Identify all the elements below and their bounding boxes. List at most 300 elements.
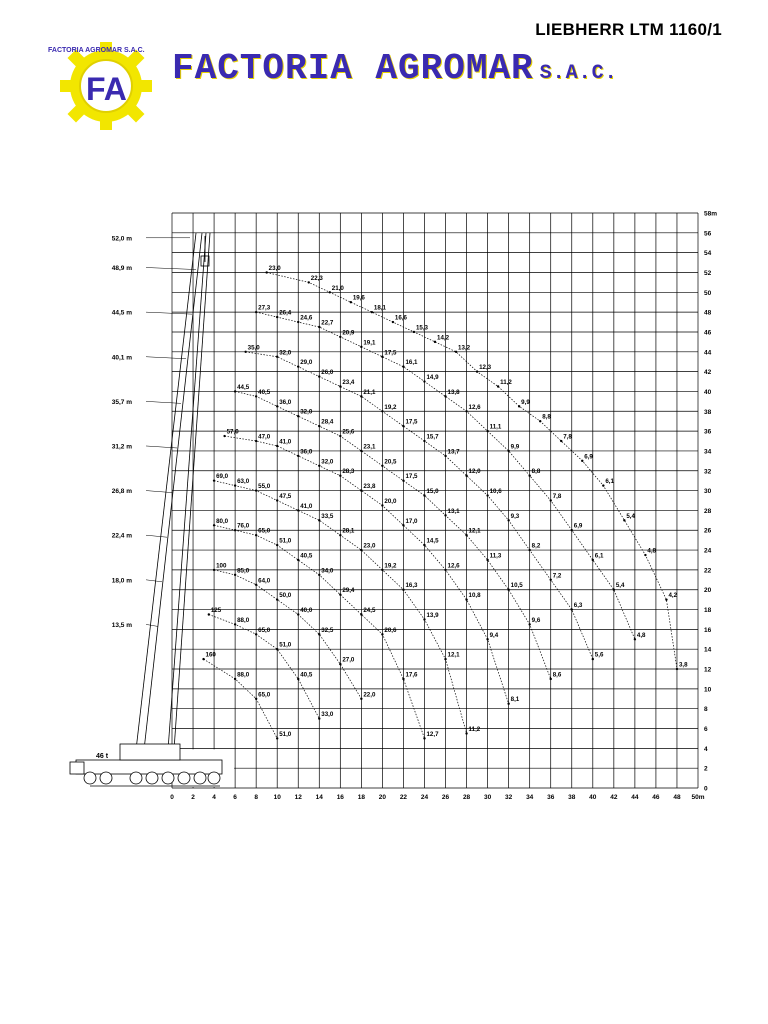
load-value-label: 17,5 [384, 349, 397, 357]
load-value-label: 13,7 [447, 448, 460, 456]
load-value-label: 10,5 [510, 582, 523, 590]
boom-length-label: 13,5 m [111, 621, 132, 629]
load-point [402, 589, 404, 591]
load-point [465, 475, 467, 477]
load-value-label: 47,0 [258, 433, 271, 441]
y-tick-label: 10 [704, 686, 712, 694]
load-point [318, 465, 320, 467]
load-point [465, 732, 467, 734]
load-point [455, 351, 457, 353]
y-tick-label: 28 [704, 507, 712, 515]
load-value-label: 17,5 [405, 418, 418, 426]
y-tick-label: 18 [704, 607, 712, 615]
load-value-label: 65,0 [258, 527, 271, 535]
load-value-label: 23,0 [268, 264, 281, 272]
load-value-label: 14,9 [426, 374, 439, 382]
x-tick-label: 8 [254, 794, 258, 801]
load-value-label: 9,9 [521, 398, 530, 406]
x-tick-label: 0 [170, 794, 174, 801]
load-value-label: 23,0 [363, 542, 376, 550]
load-value-label: 8,8 [542, 413, 551, 421]
load-value-label: 76,0 [237, 522, 250, 530]
load-value-label: 32,0 [321, 458, 334, 466]
boom-length-leader [146, 357, 186, 359]
load-point [528, 475, 530, 477]
load-value-label: 40,0 [300, 607, 313, 615]
load-value-label: 88,0 [237, 671, 250, 679]
load-value-label: 23,8 [363, 483, 376, 491]
load-point [255, 440, 257, 442]
load-point [234, 623, 236, 625]
load-value-label: 15,0 [426, 488, 439, 496]
load-value-label: 24,6 [300, 314, 313, 322]
x-tick-label: 28 [462, 794, 471, 801]
load-point [402, 678, 404, 680]
load-point [276, 544, 278, 546]
load-point [339, 534, 341, 536]
load-point [255, 311, 257, 313]
y-tick-label: 22 [704, 567, 712, 575]
y-tick-label: 30 [704, 488, 712, 496]
load-point [623, 519, 625, 521]
load-point [423, 494, 425, 496]
y-tick-label: 26 [704, 527, 712, 535]
load-value-label: 26,0 [321, 369, 334, 377]
x-tick-label: 42 [610, 794, 618, 801]
load-point [318, 633, 320, 635]
y-tick-label: 4 [704, 745, 708, 753]
load-point [339, 593, 341, 595]
load-value-label: 6,9 [584, 453, 593, 461]
boom-length-leader [146, 624, 158, 626]
brand-title: FACTORIA AGROMAR [172, 48, 534, 89]
load-point [381, 504, 383, 506]
load-point [208, 613, 210, 615]
load-point [465, 598, 467, 600]
load-point [255, 633, 257, 635]
y-tick-label: 6 [704, 726, 708, 734]
load-point [444, 395, 446, 397]
load-value-label: 9,3 [510, 512, 520, 520]
load-value-label: 32,0 [300, 408, 313, 416]
load-value-label: 16,1 [405, 359, 418, 367]
y-tick-label: 40 [704, 388, 712, 396]
load-point [360, 489, 362, 491]
logo-caption: FACTORIA AGROMAR S.A.C. [48, 47, 145, 54]
y-tick-label: 32 [704, 468, 712, 476]
load-value-label: 22,0 [363, 691, 376, 699]
load-point [350, 301, 352, 303]
load-point [339, 435, 341, 437]
load-point [318, 326, 320, 328]
load-point [402, 479, 404, 481]
x-tick-label: 30 [483, 794, 492, 801]
load-value-label: 57,0 [226, 428, 239, 436]
load-value-label: 44,5 [237, 383, 250, 391]
load-point [444, 658, 446, 660]
x-tick-label: 32 [505, 794, 513, 801]
boom-length-label: 48,9 m [111, 265, 132, 273]
load-point [465, 534, 467, 536]
load-value-label: 25,6 [342, 428, 355, 436]
x-tick-label: 12 [294, 794, 302, 801]
load-point [381, 465, 383, 467]
load-point [318, 425, 320, 427]
load-value-label: 80,0 [216, 517, 229, 525]
load-point [234, 574, 236, 576]
load-point [276, 598, 278, 600]
load-value-label: 15,7 [426, 433, 439, 441]
load-point [339, 475, 341, 477]
load-value-label: 10,6 [489, 488, 502, 496]
load-value-label: 7,8 [563, 433, 572, 441]
y-tick-label: 14 [704, 646, 712, 654]
load-point [486, 638, 488, 640]
load-value-label: 21,1 [363, 388, 376, 396]
load-point [255, 584, 257, 586]
boom-length-leader [146, 580, 162, 582]
boom-length-leader [146, 491, 172, 493]
load-point [423, 544, 425, 546]
x-tick-label: 10 [273, 794, 281, 801]
load-value-label: 8,6 [552, 671, 562, 679]
load-value-label: 7,2 [552, 572, 562, 580]
load-point [528, 549, 530, 551]
load-value-label: 17,5 [405, 473, 418, 481]
load-point [486, 430, 488, 432]
load-point [539, 420, 541, 422]
load-value-label: 40,5 [258, 388, 271, 396]
load-point [297, 365, 299, 367]
load-value-label: 17,6 [405, 671, 418, 679]
load-point [507, 519, 509, 521]
load-value-label: 28,3 [342, 468, 355, 476]
load-value-label: 26,4 [279, 309, 292, 317]
model-title: LIEBHERR LTM 1160/1 [535, 20, 722, 39]
load-value-label: 20,0 [384, 497, 397, 505]
load-value-label: 20,9 [342, 329, 355, 337]
load-value-label: 5,4 [615, 582, 625, 590]
load-value-label: 16,6 [394, 314, 407, 322]
load-value-label: 19,6 [352, 294, 365, 302]
load-point [276, 356, 278, 358]
load-value-label: 88,0 [237, 616, 250, 624]
load-point [213, 569, 215, 571]
load-curve [234, 384, 562, 680]
load-value-label: 29,4 [342, 587, 355, 595]
load-point [308, 281, 310, 283]
load-value-label: 20,6 [384, 626, 397, 634]
load-value-label: 13,8 [447, 388, 460, 396]
y-tick-label: 38 [704, 408, 712, 416]
load-value-label: 5,6 [594, 651, 604, 659]
load-point [644, 554, 646, 556]
load-point [318, 717, 320, 719]
load-curve [205, 607, 334, 720]
load-value-label: 160 [205, 651, 216, 659]
load-point [402, 524, 404, 526]
load-point [423, 440, 425, 442]
load-value-label: 6,1 [605, 478, 614, 486]
load-point [634, 638, 636, 640]
load-point [560, 440, 562, 442]
boom-length-label: 31,2 m [111, 443, 132, 451]
load-value-label: 12,6 [468, 403, 481, 411]
load-value-label: 8,8 [531, 468, 541, 476]
load-value-label: 9,4 [489, 631, 499, 639]
load-point [360, 395, 362, 397]
load-point [213, 479, 215, 481]
load-value-label: 18,1 [373, 304, 386, 312]
load-value-label: 12,1 [468, 527, 481, 535]
load-value-label: 20,5 [384, 458, 397, 466]
x-axis-ticks [170, 794, 705, 801]
load-curve [255, 305, 646, 641]
load-point [297, 678, 299, 680]
load-value-label: 12,3 [479, 364, 492, 372]
load-value-label: 40,5 [300, 671, 313, 679]
load-point [486, 559, 488, 561]
x-tick-label: 18 [357, 794, 365, 801]
load-value-label: 9,6 [531, 616, 541, 624]
load-value-label: 28,4 [321, 418, 334, 426]
load-point [297, 321, 299, 323]
load-value-label: 36,0 [279, 398, 292, 406]
load-point [297, 509, 299, 511]
load-point [234, 484, 236, 486]
load-point [234, 529, 236, 531]
boom-length-label: 18,0 m [111, 577, 132, 585]
load-value-label: 28,1 [342, 527, 355, 535]
load-value-label: 63,0 [237, 478, 250, 486]
load-value-label: 19,2 [384, 403, 397, 411]
x-tick-label: 38 [568, 794, 576, 801]
load-point [234, 390, 236, 392]
load-point [276, 737, 278, 739]
x-tick-label: 46 [652, 794, 660, 801]
load-value-label: 51,0 [279, 641, 292, 649]
load-point [297, 415, 299, 417]
y-tick-label: 42 [704, 369, 712, 377]
load-value-label: 8,2 [531, 542, 541, 550]
load-point [318, 375, 320, 377]
boom-length-label: 52,0 m [111, 235, 132, 243]
x-tick-label: 40 [589, 794, 597, 801]
load-value-label: 4,2 [668, 592, 678, 600]
load-point [528, 623, 530, 625]
load-value-label: 51,0 [279, 537, 292, 545]
load-point [339, 385, 341, 387]
load-point [276, 648, 278, 650]
load-value-label: 27,0 [342, 656, 355, 664]
load-point [329, 291, 331, 293]
load-point [592, 658, 594, 660]
x-tick-label: 50m [691, 794, 705, 801]
load-point [550, 499, 552, 501]
load-value-label: 12,7 [426, 730, 439, 738]
load-point [465, 410, 467, 412]
load-value-label: 3,8 [678, 661, 688, 669]
load-value-label: 17,0 [405, 517, 418, 525]
y-tick-label: 52 [704, 269, 712, 277]
y-tick-label: 0 [704, 785, 708, 793]
boom-length-label: 44,5 m [111, 309, 132, 317]
load-value-label: 13,1 [447, 507, 460, 515]
load-point [255, 395, 257, 397]
load-value-label: 14,5 [426, 537, 439, 545]
load-value-label: 41,0 [300, 502, 313, 510]
logo-letters: FA [86, 71, 127, 107]
load-value-label: 5,4 [626, 512, 635, 520]
boom-length-leader [146, 401, 181, 403]
load-point [360, 698, 362, 700]
load-value-label: 23,1 [363, 443, 376, 451]
load-value-label: 33,5 [321, 512, 334, 520]
x-tick-label: 14 [315, 794, 323, 801]
load-point [444, 455, 446, 457]
load-value-label: 50,0 [279, 592, 292, 600]
y-tick-label: 16 [704, 626, 712, 634]
load-point [297, 455, 299, 457]
load-value-label: 64,0 [258, 577, 271, 585]
load-point [371, 311, 373, 313]
y-tick-label: 2 [704, 765, 708, 773]
load-point [507, 703, 509, 705]
load-value-label: 125 [210, 607, 222, 615]
load-value-label: 11,3 [489, 552, 502, 560]
load-value-label: 11,2 [500, 378, 512, 386]
load-value-label: 7,8 [552, 493, 562, 500]
boom-length-label: 26,8 m [111, 488, 132, 496]
load-point [276, 499, 278, 501]
load-value-label: 15,3 [415, 324, 429, 332]
load-value-label: 16,3 [405, 582, 418, 590]
y-tick-label: 24 [704, 547, 712, 555]
y-tick-label: 12 [704, 666, 712, 674]
load-point [360, 450, 362, 452]
load-value-label: 6,3 [573, 602, 583, 610]
load-point [381, 569, 383, 571]
load-point [434, 341, 436, 343]
load-point [255, 698, 257, 700]
load-point [213, 524, 215, 526]
load-point [265, 271, 267, 273]
load-point [413, 331, 415, 333]
load-point [276, 445, 278, 447]
y-tick-label: 50 [704, 289, 712, 297]
load-point [476, 370, 478, 372]
y-tick-label: 20 [704, 587, 712, 595]
load-point [381, 410, 383, 412]
load-point [486, 494, 488, 496]
load-value-label: 47,5 [279, 493, 292, 500]
y-tick-label: 46 [704, 329, 712, 337]
boom-length-leader [146, 535, 167, 537]
boom-length-leader [146, 268, 196, 270]
load-point [360, 613, 362, 615]
load-point [665, 598, 667, 600]
load-point [444, 514, 446, 516]
y-tick-label: 44 [704, 349, 712, 357]
y-tick-label: 48 [704, 309, 712, 317]
brand-suffix: S.A.C. [539, 62, 618, 85]
x-tick-label: 44 [631, 794, 639, 801]
load-point [318, 519, 320, 521]
load-point [392, 321, 394, 323]
load-curve [202, 652, 291, 740]
load-curve-line [235, 388, 551, 679]
load-point [255, 489, 257, 491]
load-point [602, 484, 604, 486]
load-value-label: 55,0 [258, 483, 271, 491]
boom-length-label: 22,4 m [111, 532, 132, 540]
load-point [202, 658, 204, 660]
load-point [339, 663, 341, 665]
load-value-label: 23,4 [342, 378, 355, 386]
load-point [276, 405, 278, 407]
load-point [423, 380, 425, 382]
y-tick-label: 36 [704, 428, 712, 436]
load-value-label: 11,1 [489, 423, 502, 431]
load-value-label: 22,3 [310, 274, 323, 282]
load-value-label: 11,2 [468, 725, 481, 733]
load-value-label: 65,0 [258, 691, 271, 699]
load-value-label: 24,5 [363, 607, 376, 615]
load-value-label: 12,0 [468, 468, 481, 476]
x-tick-label: 34 [526, 794, 534, 801]
load-point [297, 559, 299, 561]
load-value-label: 13,2 [458, 344, 471, 352]
load-value-label: 41,0 [279, 438, 292, 446]
load-value-label: 19,2 [384, 562, 397, 570]
load-value-label: 34,0 [321, 567, 334, 575]
load-point [223, 435, 225, 437]
load-value-label: 65,0 [258, 626, 271, 634]
load-value-label: 8,1 [510, 696, 520, 704]
x-tick-label: 20 [378, 794, 387, 801]
load-value-label: 36,0 [300, 448, 313, 456]
boom-length-label: 35,7 m [111, 398, 132, 406]
crane-illustration [70, 233, 222, 786]
load-value-label: 27,3 [258, 304, 271, 312]
x-tick-label: 4 [212, 794, 216, 801]
x-tick-label: 16 [336, 794, 344, 801]
load-point [518, 405, 520, 407]
x-tick-label: 48 [673, 794, 681, 801]
load-value-label: 32,0 [279, 349, 292, 357]
load-point [550, 579, 552, 581]
load-value-label: 35,0 [247, 344, 260, 352]
load-value-label: 69,0 [216, 473, 229, 481]
boom-length-label: 40,1 m [111, 354, 132, 362]
load-point [381, 633, 383, 635]
load-value-label: 21,0 [331, 284, 344, 292]
load-point [360, 346, 362, 348]
load-point [550, 678, 552, 680]
load-point [402, 365, 404, 367]
load-point [581, 460, 583, 462]
y-tick-label: 58m [704, 210, 718, 218]
load-point [497, 385, 499, 387]
load-value-label: 6,9 [573, 522, 583, 530]
chart-grid [172, 213, 698, 788]
y-tick-label: 34 [704, 448, 712, 456]
load-value-label: 12,6 [447, 562, 460, 570]
load-value-label: 12,1 [447, 651, 460, 659]
x-tick-label: 36 [547, 794, 555, 801]
load-point [360, 549, 362, 551]
load-value-label: 4,8 [636, 631, 646, 639]
